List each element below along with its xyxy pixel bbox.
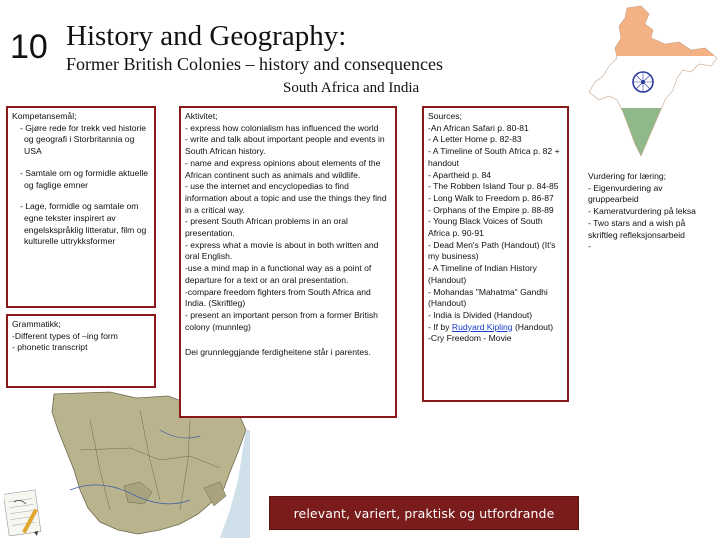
grammatikk-item: -Different types of –ing form (12, 330, 118, 341)
aktivitet-item: -use a mind map in a functional way as a point of departure for a text or an oral presentation. (185, 263, 372, 285)
vurdering-heading: Vurdering for læring; (588, 171, 667, 181)
sources-box (422, 106, 569, 402)
vurdering-item: - Kameratvurdering på leksa (588, 206, 696, 217)
kompetansemaal-item: - Gjøre rede for trekk ved historie og geografi i Storbritannia og USA (20, 122, 147, 157)
slide-number: 10 (10, 28, 48, 66)
source-item: - A Letter Home p. 82-83 (428, 134, 522, 145)
aktivitet-item: - write and talk about important people and events in South African history. (185, 134, 385, 157)
source-item: - Mohandas "Mahatma" Gandhi (Handout) (428, 286, 548, 309)
topic-subtitle: South Africa and India (283, 80, 420, 96)
india-flag-map-image (579, 4, 719, 160)
kompetansemaal-item: - Samtale om og formidle aktuelle og faglige emner (20, 167, 149, 190)
grammatikk-heading: Grammatikk; (12, 319, 61, 329)
source-if-suffix: (Handout) (512, 321, 554, 332)
kompetansemaal-item: - Lage, formidle og samtale om egne tekster inspirert av engelskspråklig litteratur, film og kulturelle uttrykksformer (20, 201, 147, 247)
source-item: - India is Divided (Handout) (428, 309, 533, 320)
source-item: - A Timeline of South Africa p. 82 + handout (428, 146, 560, 168)
source-if-prefix: - If by (428, 321, 452, 332)
sources-heading: Sources; (428, 111, 462, 121)
aktivitet-item: - express how colonialism has influenced the world (185, 122, 379, 133)
source-item: - Orphans of the Empire p. 88-89 (428, 204, 554, 215)
source-item: - Apartheid p. 84 (428, 169, 492, 180)
source-item: - A Timeline of Indian History (Handout) (428, 263, 537, 285)
aktivitet-heading: Aktivitet; (185, 111, 218, 121)
aktivitet-item: - present South African problems in an oral presentation. (185, 216, 348, 239)
vurdering-item: - Eigenvurdering av gruppearbeid (588, 182, 663, 205)
source-item: - Dead Men's Path (Handout) (It's my business) (428, 239, 556, 262)
grammatikk-box (6, 314, 156, 388)
source-item: - Long Walk to Freedom p. 86-87 (428, 192, 554, 203)
footer-banner (269, 496, 579, 530)
kompetansemaal-heading: Kompetansemål; (12, 111, 77, 121)
kompetansemaal-box (6, 106, 156, 308)
aktivitet-item: - present an important person from a former British colony (munnleg) (185, 309, 378, 332)
source-item: -Cry Freedom - Movie (428, 333, 512, 344)
aktivitet-item: - use the internet and encyclopedias to find information about a topic and use the things they find in a critical way. (185, 181, 387, 215)
aktivitet-item: - express what a movie is about in both written and oral English. (185, 239, 379, 262)
aktivitet-item: -compare freedom fighters from South Africa and India. (Skriftleg) (185, 286, 371, 309)
aktivitet-footnote: Dei grunnleggjande ferdigheitene står i parentes. (185, 347, 371, 358)
grammatikk-item: - phonetic transcript (12, 342, 88, 353)
vurdering-item: - (588, 241, 591, 252)
aktivitet-box (179, 106, 397, 418)
footer-banner-text: relevant, variert, praktisk og utfordrande (293, 506, 555, 521)
page-subtitle: Former British Colonies – history and consequences (66, 54, 443, 74)
source-item: -An African Safari p. 80-81 (428, 122, 529, 133)
vurdering-item: - Two stars and a wish på skriftleg refleksjonsarbeid (588, 217, 686, 240)
rudyard-kipling-link[interactable]: Rudyard Kipling (451, 321, 513, 332)
source-item-if (428, 322, 563, 334)
source-item: - The Robben Island Tour p. 84-85 (428, 181, 559, 192)
vurdering-section (588, 171, 700, 253)
page-title: History and Geography: (66, 20, 347, 52)
source-item: - Young Black Voices of South Africa p. 90-91 (428, 216, 543, 239)
aktivitet-item: - name and express opinions about elements of the African continent such as animals and wildlife. (185, 157, 381, 180)
notebook-pencil-image (4, 488, 44, 536)
